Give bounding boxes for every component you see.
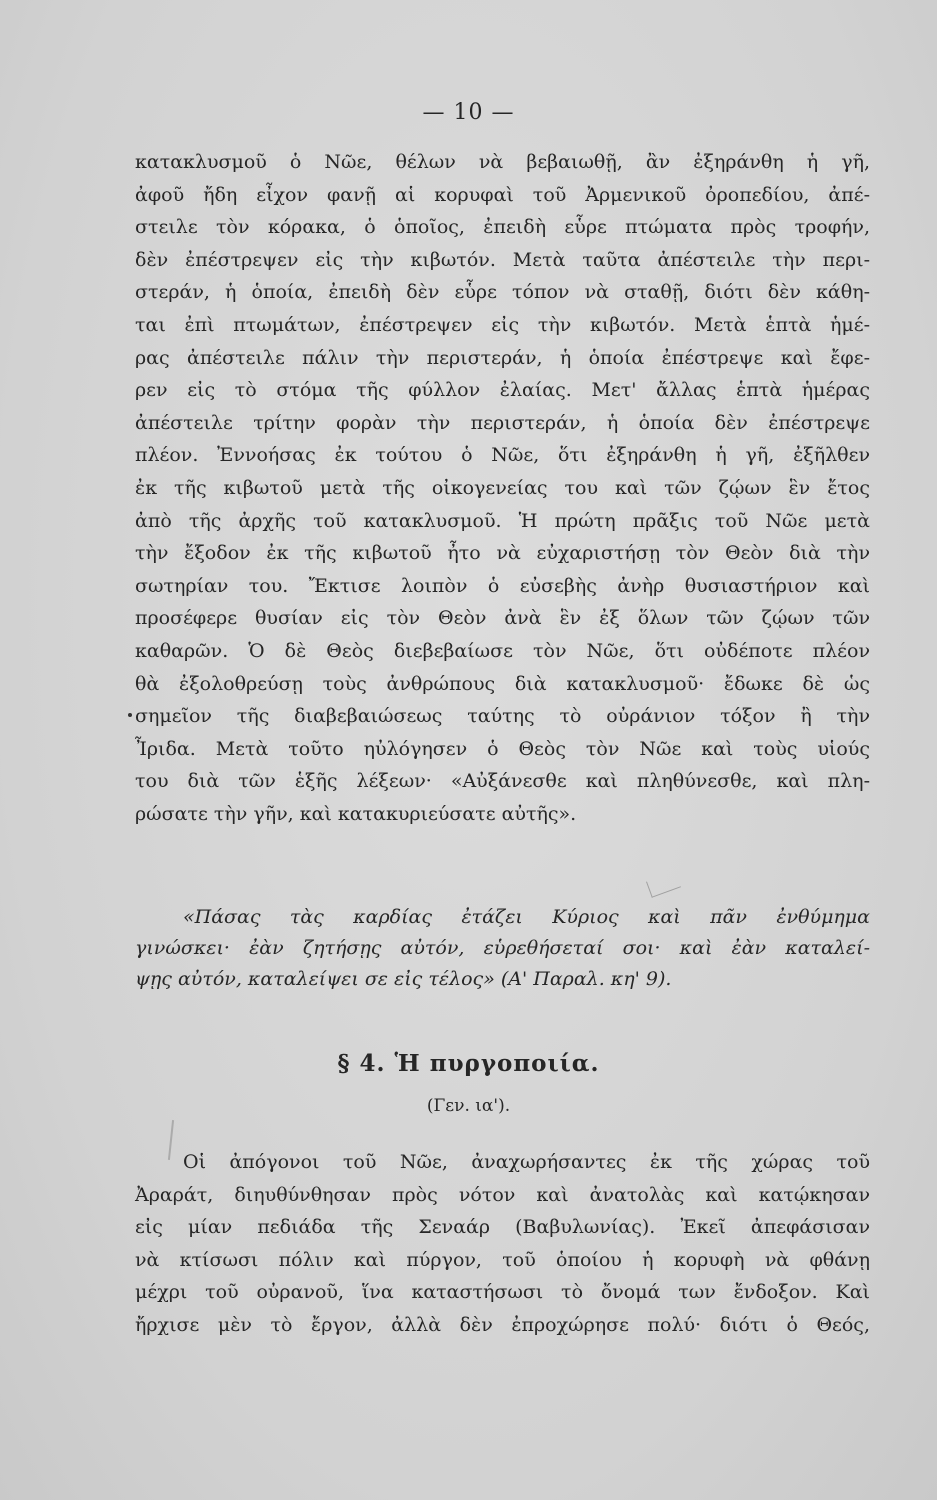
section-paragraph [135,1146,870,1341]
ink-dot-mark [128,713,132,717]
paragraph-line: θὰ ἐξολοθρεύσῃ τοὺς ἀνθρώπους διὰ κατακλυσμοῦ· ἔδωκε δὲ ὡς [135,672,870,695]
section-heading: § 4. Ἡ πυργοποιία. [337,1050,600,1077]
paragraph-line: στειλε τὸν κόρακα, ὁ ὁποῖος, ἐπειδὴ εὗρε πτώματα πρὸς τροφήν, [135,216,870,239]
section-line: νὰ κτίσωσι πόλιν καὶ πύργον, τοῦ ὁποίου ἡ κορυφὴ νὰ φθάνῃ [135,1248,870,1271]
paragraph-line: ἀφοῦ ἤδη εἶχον φανῇ αἱ κορυφαὶ τοῦ Ἀρμενικοῦ ὀροπεδίου, ἀπέ- [135,183,870,206]
section-line: Οἱ ἀπόγονοι τοῦ Νῶε, ἀναχωρήσαντες ἐκ τῆς χώρας τοῦ [183,1151,870,1173]
paragraph-line: στεράν, ἡ ὁποία, ἐπειδὴ δὲν εὗρε τόπον νὰ σταθῇ, διότι δὲν κάθη- [135,281,870,304]
section-line: εἰς μίαν πεδιάδα τῆς Σεναάρ (Βαβυλωνίας). Ἐκεῖ ἀπεφάσισαν [135,1216,870,1238]
paragraph-line: ρας ἀπέστειλε πάλιν τὴν περιστεράν, ἡ ὁποία ἐπέστρεψε καὶ ἔφε- [135,346,870,369]
paragraph-line: κατακλυσμοῦ ὁ Νῶε, θέλων νὰ βεβαιωθῇ, ἂν ἐξηράνθη ἡ γῆ, [135,151,870,173]
paragraph-line: πλέον. Ἐννοήσας ἐκ τούτου ὁ Νῶε, ὅτι ἐξηράνθη ἡ γῆ, ἐξῆλθεν [135,444,870,467]
scripture-quote [135,902,870,995]
quote-line: «Πάσας τὰς καρδίας ἐτάζει Κύριος καὶ πᾶν ἐνθύμημα [183,906,870,928]
section-line: Ἀραράτ, διηυθύνθησαν πρὸς νότον καὶ ἀνατολὰς καὶ κατῴκησαν [135,1183,870,1206]
paragraph-line: ἐκ τῆς κιβωτοῦ μετὰ τῆς οἰκογενείας του καὶ τῶν ζῴων ἓν ἔτος [135,476,870,499]
paragraph-line: ἀπὸ τῆς ἀρχῆς τοῦ κατακλυσμοῦ. Ἡ πρώτη πρᾶξις τοῦ Νῶε μετὰ [135,509,870,532]
main-paragraph [135,146,870,830]
paragraph-line: Ἶριδα. Μετὰ τοῦτο ηὐλόγησεν ὁ Θεὸς τὸν Νῶε καὶ τοὺς υἱούς [135,737,870,760]
section-line: μέχρι τοῦ οὐρανοῦ, ἵνα καταστήσωσι τὸ ὄνομά των ἔνδοξον. Καὶ [135,1281,870,1303]
quote-line: ψῃς αὐτόν, καταλείψει σε εἰς τέλος» (Α' Παραλ. κη' 9). [135,968,672,990]
section-reference: (Γεν. ια'). [426,1096,511,1116]
paragraph-line: ρεν εἰς τὸ στόμα τῆς φύλλον ἐλαίας. Μετ' ἄλλας ἑπτὰ ἡμέρας [135,379,870,402]
paragraph-line: προσέφερε θυσίαν εἰς τὸν Θεὸν ἀνὰ ἓν ἐξ ὅλων τῶν ζῴων τῶν [135,607,870,630]
quote-line: γινώσκει· ἐὰν ζητήσῃς αὐτόν, εὑρεθήσεταί σοι· καὶ ἐὰν καταλεί- [135,937,870,959]
paragraph-line: ρώσατε τὴν γῆν, καὶ κατακυριεύσατε αὐτῆς». [135,802,577,825]
pencil-tick-mark [646,871,681,898]
paragraph-line: σωτηρίαν του. Ἔκτισε λοιπὸν ὁ εὐσεβὴς ἀνὴρ θυσιαστήριον καὶ [135,574,870,597]
paragraph-line: σημεῖον τῆς διαβεβαιώσεως ταύτης τὸ οὐράνιον τόξον ἢ τὴν [135,705,870,728]
paragraph-line: τὴν ἔξοδον ἐκ τῆς κιβωτοῦ ἦτο νὰ εὐχαριστήσῃ τὸν Θεὸν διὰ τὴν [135,542,870,565]
paragraph-line: του διὰ τῶν ἑξῆς λέξεων· «Αὐξάνεσθε καὶ πληθύνεσθε, καὶ πλη- [135,770,870,793]
section-line: ἤρχισε μὲν τὸ ἔργον, ἀλλὰ δὲν ἐπροχώρησε πολύ· διότι ὁ Θεός, [135,1313,870,1336]
page-number: — 10 — [422,100,515,125]
paragraph-line: καθαρῶν. Ὁ δὲ Θεὸς διεβεβαίωσε τὸν Νῶε, ὅτι οὐδέποτε πλέον [135,639,870,662]
paragraph-line: ται ἐπὶ πτωμάτων, ἐπέστρεψεν εἰς τὴν κιβωτόν. Μετὰ ἑπτὰ ἡμέ- [135,313,870,336]
paragraph-line: δὲν ἐπέστρεψεν εἰς τὴν κιβωτόν. Μετὰ ταῦτα ἀπέστειλε τὴν περι- [135,248,870,271]
paragraph-line: ἀπέστειλε τρίτην φορὰν τὴν περιστεράν, ἡ ὁποία δὲν ἐπέστρεψε [135,411,870,434]
